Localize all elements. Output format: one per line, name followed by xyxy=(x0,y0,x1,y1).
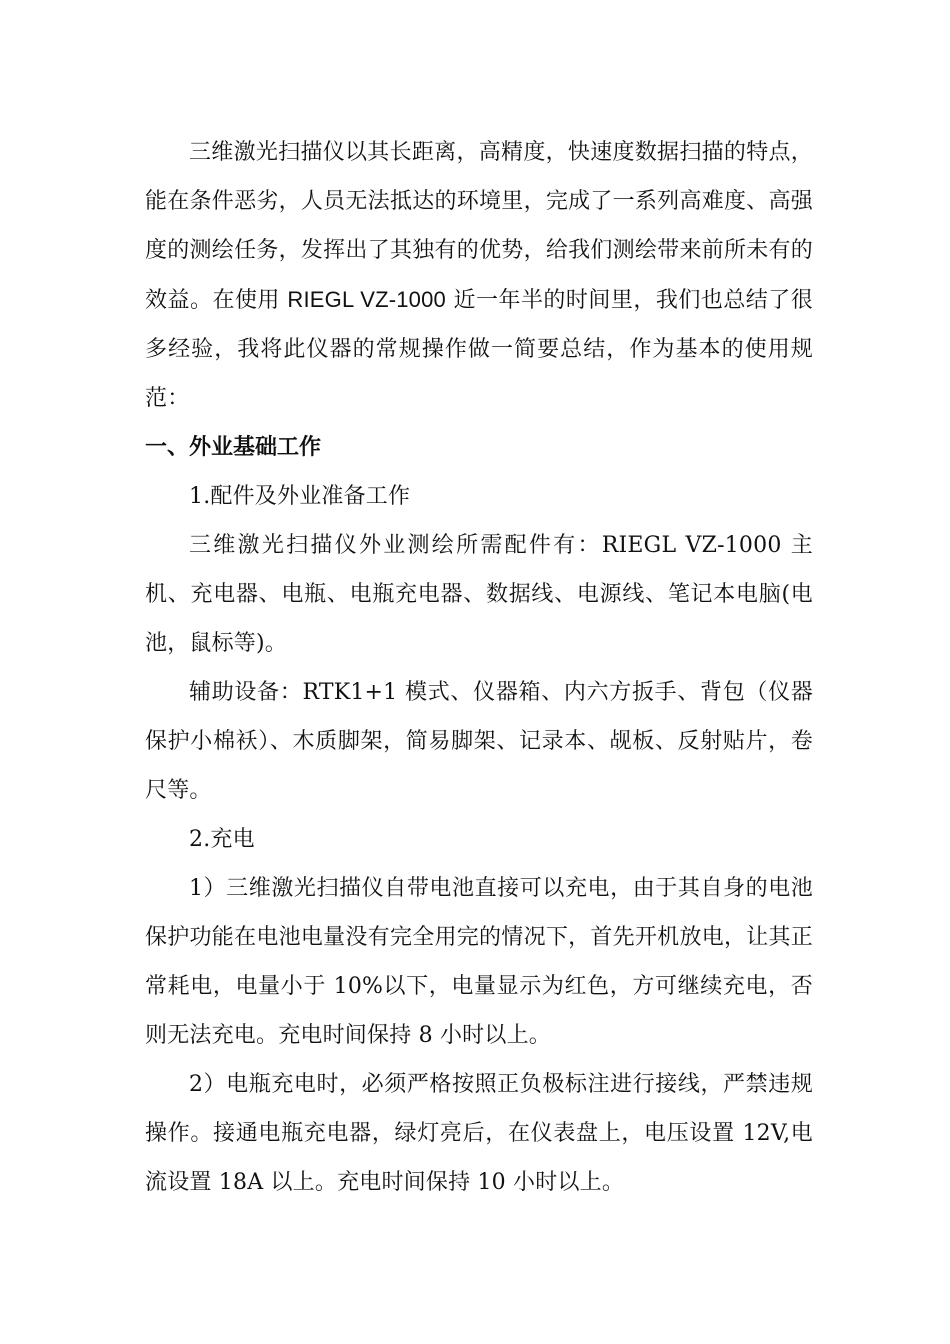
subsection-title-charging: 2.充电 xyxy=(189,827,255,852)
section-heading-field-work: 一、外业基础工作 xyxy=(145,435,322,460)
accessories-paragraph: 三维激光扫描仪外业测绘所需配件有：RIEGL VZ-1000 主机、充电器、电瓶、电瓶充电器、数据线、电源线、笔记本电脑(电池，鼠标等)。 xyxy=(145,533,813,656)
charging-item-1: 1）三维激光扫描仪自带电池直接可以充电，由于其自身的电池保护功能在电池电量没有完全用完的情况下，首先开机放电，让其正常耗电，电量小于 10%以下，电量显示为红色，方可继续充电，否则无法充电。充电时间保持 8 小时以上。 xyxy=(145,876,813,1048)
intro-paragraph xyxy=(145,128,813,423)
intro-model-name: RIEGL VZ-1000 xyxy=(287,287,446,312)
document-body xyxy=(145,128,813,1207)
intro-text-part1: 三维激光扫描仪以其长距离，高精度，快速度数据扫描的特点，能在条件恶劣，人员无法抵达的环境里，完成了一系列高难度、高强度的测绘任务，发挥出了其独有的优势，给我们测绘带来前所未有的效益。在使用 xyxy=(145,140,813,313)
subsection-title-accessories: 1.配件及外业准备工作 xyxy=(189,484,411,509)
intro-text-part2: 近一年半的时间里，我们也总结了很多经验，我将此仪器的常规操作做一简要总结，作为基本的使用规范： xyxy=(145,288,813,411)
auxiliary-equipment-paragraph: 辅助设备：RTK1+1 模式、仪器箱、内六方扳手、背包（仪器保护小棉袄）、木质脚架，简易脚架、记录本、觇板、反射贴片，卷尺等。 xyxy=(145,680,813,803)
charging-item-2: 2）电瓶充电时，必须严格按照正负极标注进行接线，严禁违规操作。接通电瓶充电器，绿灯亮后，在仪表盘上，电压设置 12V,电流设置 18A 以上。充电时间保持 10 小时以上。 xyxy=(145,1072,813,1195)
